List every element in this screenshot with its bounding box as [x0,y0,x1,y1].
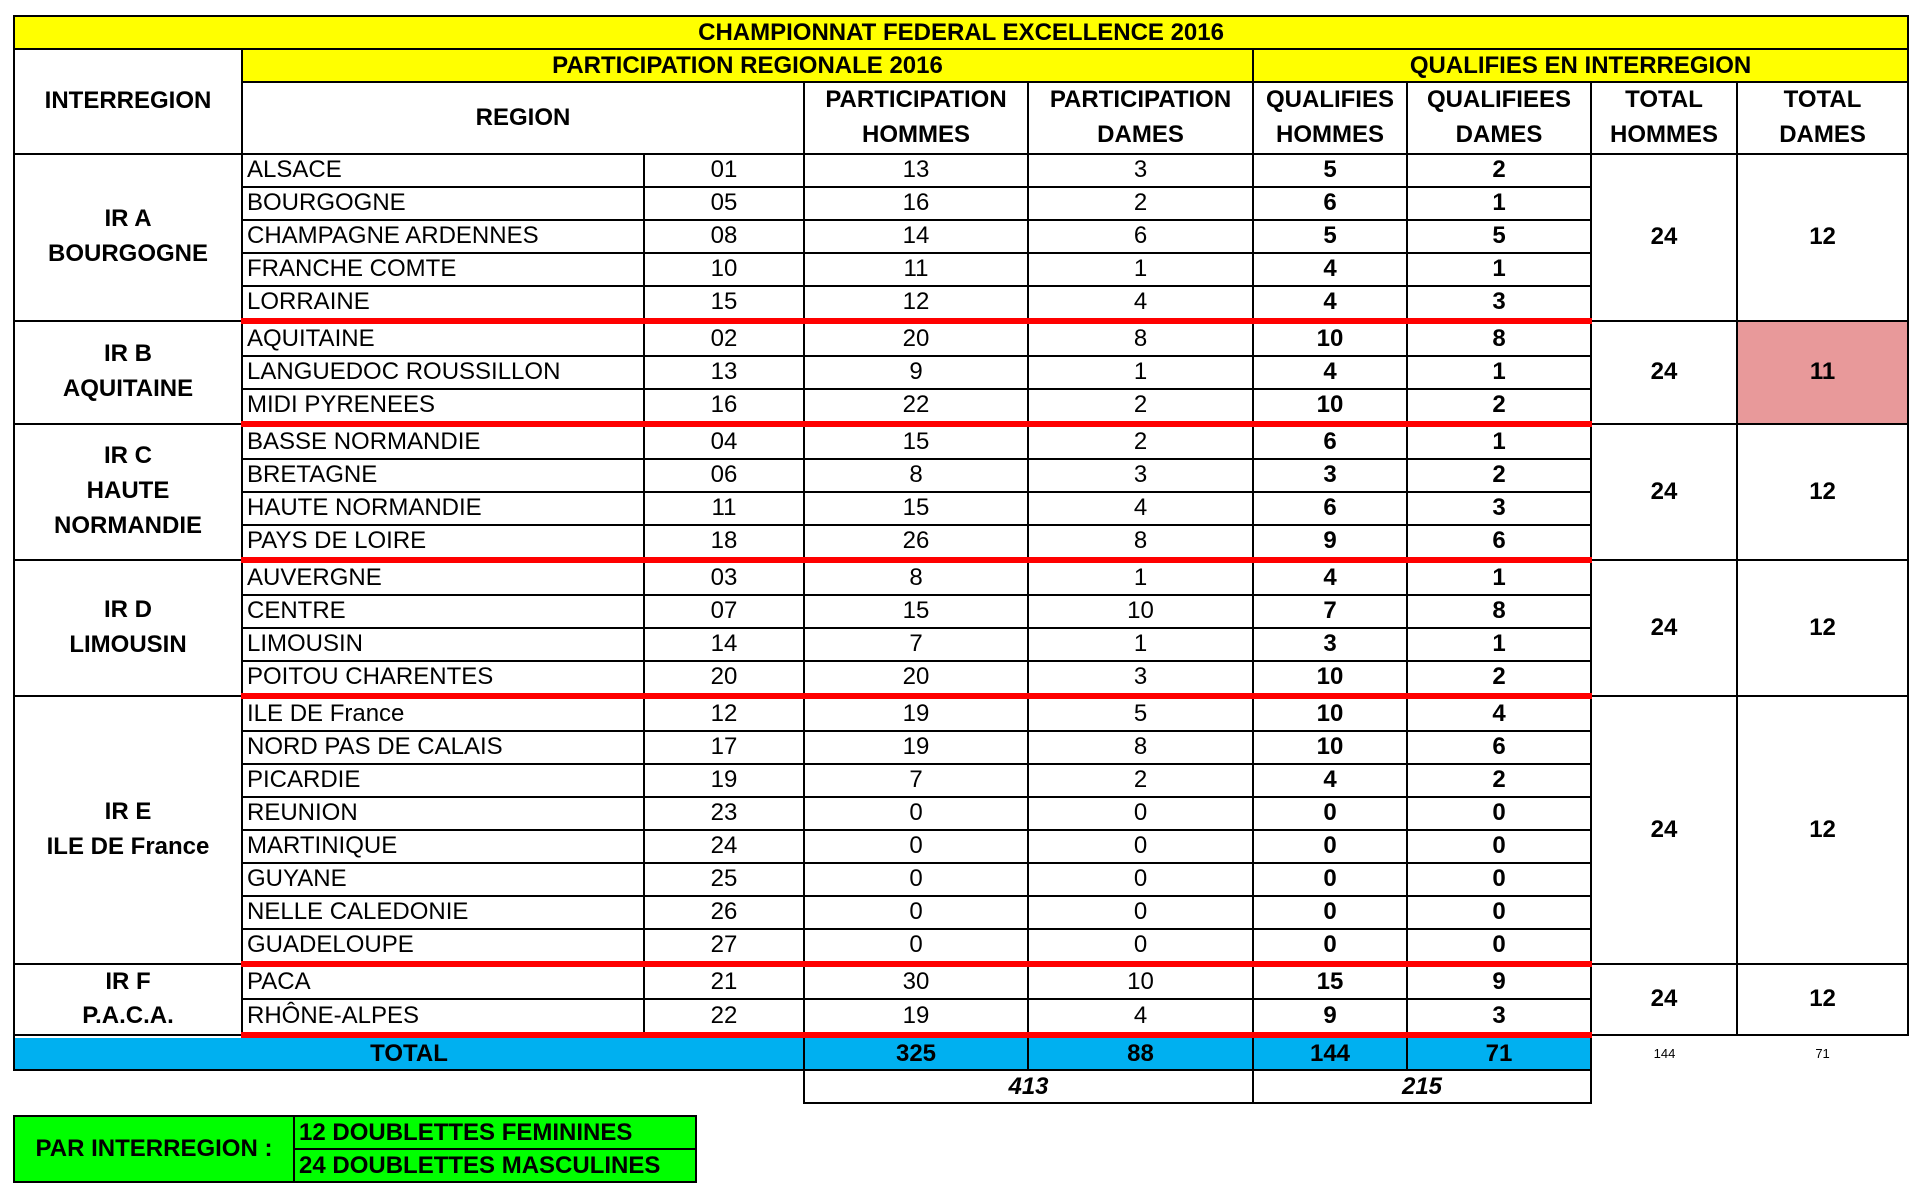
region-name: CHAMPAGNE ARDENNES [242,220,644,253]
participation-dames: 6 [1028,220,1253,253]
participation-hommes: 0 [804,863,1028,896]
region-code: 01 [644,154,804,187]
region-name: PAYS DE LOIRE [242,525,644,560]
qualifiees-dames: 6 [1407,525,1591,560]
group-total-hommes: 24 [1591,154,1737,321]
qualifiees-dames: 1 [1407,253,1591,286]
participation-hommes: 14 [804,220,1028,253]
qualifies-hommes-header: QUALIFIES HOMMES [1253,82,1407,154]
participation-hommes: 0 [804,830,1028,863]
qualifiees-dames: 8 [1407,321,1591,356]
participation-dames: 10 [1028,595,1253,628]
participation-dames: 4 [1028,999,1253,1035]
region-name: RHÔNE-ALPES [242,999,644,1035]
qualifiees-dames: 3 [1407,999,1591,1035]
region-name: REUNION [242,797,644,830]
qualifies-hommes: 10 [1253,321,1407,356]
qualifies-hommes: 10 [1253,389,1407,424]
group-total-hommes: 24 [1591,424,1737,560]
participation-hommes: 12 [804,286,1028,321]
sums-spacer-right [1591,1070,1908,1103]
participation-hommes: 7 [804,628,1028,661]
region-code: 22 [644,999,804,1035]
participation-dames: 0 [1028,830,1253,863]
region-code: 17 [644,731,804,764]
qualifiees-dames: 3 [1407,492,1591,525]
qualifies-hommes: 4 [1253,764,1407,797]
region-code: 06 [644,459,804,492]
participation-dames: 4 [1028,492,1253,525]
region-code: 12 [644,696,804,731]
qualifiees-dames: 1 [1407,356,1591,389]
interregion-cell [14,154,242,321]
interregion-header: INTERREGION [14,49,242,154]
region-code: 07 [644,595,804,628]
interregion-name-line2: NORMANDIE [54,511,202,539]
participation-dames: 3 [1028,154,1253,187]
participation-hommes: 22 [804,389,1028,424]
participation-hommes: 20 [804,321,1028,356]
total-qualifies-hommes: 144 [1253,1035,1407,1070]
qualifies-hommes: 10 [1253,661,1407,696]
participation-dames: 0 [1028,929,1253,964]
qualifiees-dames: 2 [1407,154,1591,187]
region-name: ILE DE France [242,696,644,731]
qualifiees-dames: 6 [1407,731,1591,764]
participation-dames: 5 [1028,696,1253,731]
participation-dames: 8 [1028,731,1253,764]
qualifies-hommes: 6 [1253,187,1407,220]
qualifiees-dames: 0 [1407,797,1591,830]
region-code: 08 [644,220,804,253]
table-row [14,696,1908,731]
participation-dames: 8 [1028,321,1253,356]
region-name: HAUTE NORMANDIE [242,492,644,525]
interregion-cell [14,321,242,424]
championship-sheet [13,15,1909,1179]
interregion-name: ILE DE France [46,832,210,860]
region-name: PACA [242,964,644,1000]
group-total-hommes: 24 [1591,321,1737,424]
participation-dames: 2 [1028,424,1253,459]
participation-hommes: 8 [804,560,1028,595]
qualifiees-dames: 2 [1407,661,1591,696]
region-code: 13 [644,356,804,389]
qualifiees-dames: 8 [1407,595,1591,628]
participation-hommes: 15 [804,424,1028,459]
region-code: 16 [644,389,804,424]
interregion-cell [14,560,242,696]
region-header: REGION [242,82,804,154]
region-name: BOURGOGNE [242,187,644,220]
qualifiees-dames: 0 [1407,929,1591,964]
group-total-dames: 12 [1737,154,1908,321]
region-name: AQUITAINE [242,321,644,356]
participation-dames: 3 [1028,661,1253,696]
group-total-dames: 12 [1737,424,1908,560]
qualifiees-dames: 0 [1407,863,1591,896]
group-total-dames: 12 [1737,696,1908,964]
interregion-name: P.A.C.A. [82,1002,174,1030]
group-total-hommes: 24 [1591,560,1737,696]
qualifiees-dames: 1 [1407,560,1591,595]
table-row [14,154,1908,187]
par-interregion-box [13,1115,697,1183]
region-code: 14 [644,628,804,661]
region-code: 05 [644,187,804,220]
total-qualifiees-dames: 71 [1407,1035,1591,1070]
participation-hommes: 15 [804,492,1028,525]
participation-dames: 2 [1028,389,1253,424]
region-code: 24 [644,830,804,863]
participation-dames-header: PARTICIPATION DAMES [1028,82,1253,154]
interregion-code: IR C [104,442,152,470]
interregion-name: BOURGOGNE [47,240,208,268]
qualifies-hommes: 0 [1253,797,1407,830]
interregion-code: IR E [104,797,152,825]
region-code: 27 [644,929,804,964]
participation-hommes: 19 [804,999,1028,1035]
qualifiees-dames: 5 [1407,220,1591,253]
par-interregion-feminines: 12 DOUBLETTES FEMININES [294,1116,696,1149]
participation-hommes: 16 [804,187,1028,220]
participation-dames: 1 [1028,628,1253,661]
participation-hommes: 19 [804,696,1028,731]
qualifiees-dames: 4 [1407,696,1591,731]
participation-section-header: PARTICIPATION REGIONALE 2016 [242,49,1253,82]
qualifies-hommes: 10 [1253,731,1407,764]
sheet-title: CHAMPIONNAT FEDERAL EXCELLENCE 2016 [14,16,1908,49]
qualifies-hommes: 4 [1253,253,1407,286]
region-name: NORD PAS DE CALAIS [242,731,644,764]
participation-hommes: 8 [804,459,1028,492]
group-total-hommes: 24 [1591,964,1737,1036]
region-name: AUVERGNE [242,560,644,595]
total-participation-hommes: 325 [804,1035,1028,1070]
region-code: 23 [644,797,804,830]
region-name: LORRAINE [242,286,644,321]
qualifies-hommes: 6 [1253,424,1407,459]
region-code: 26 [644,896,804,929]
region-name: MARTINIQUE [242,830,644,863]
participation-hommes-header: PARTICIPATION HOMMES [804,82,1028,154]
region-code: 15 [644,286,804,321]
interregion-code: IR B [104,340,152,368]
qualifies-hommes: 0 [1253,929,1407,964]
region-code: 02 [644,321,804,356]
participation-dames: 10 [1028,964,1253,1000]
region-name: BASSE NORMANDIE [242,424,644,459]
qualifies-hommes: 5 [1253,154,1407,187]
interregion-code: IR D [104,595,152,623]
region-name: LANGUEDOC ROUSSILLON [242,356,644,389]
participation-hommes: 15 [804,595,1028,628]
qualifies-hommes: 3 [1253,459,1407,492]
total-dames-header: TOTAL DAMES [1737,82,1908,154]
table-row [14,964,1908,1000]
participation-hommes: 30 [804,964,1028,1000]
qualifies-hommes: 4 [1253,286,1407,321]
participation-hommes: 0 [804,929,1028,964]
par-interregion-label: PAR INTERREGION : [14,1116,294,1182]
qualifiees-dames: 2 [1407,764,1591,797]
region-code: 19 [644,764,804,797]
region-name: BRETAGNE [242,459,644,492]
participation-dames: 0 [1028,863,1253,896]
qualifies-hommes: 0 [1253,863,1407,896]
participation-dames: 8 [1028,525,1253,560]
region-code: 10 [644,253,804,286]
qualifies-hommes: 10 [1253,696,1407,731]
participation-hommes: 0 [804,896,1028,929]
side-total-dames: 71 [1737,1035,1908,1070]
total-row [14,1035,1908,1070]
participation-sum: 413 [804,1070,1253,1103]
region-name: CENTRE [242,595,644,628]
region-name: FRANCHE COMTE [242,253,644,286]
qualifies-hommes: 3 [1253,628,1407,661]
sums-row [14,1070,1908,1103]
qualifiees-dames: 1 [1407,424,1591,459]
qualifies-hommes: 0 [1253,830,1407,863]
participation-dames: 3 [1028,459,1253,492]
participation-dames: 2 [1028,187,1253,220]
region-name: GUADELOUPE [242,929,644,964]
qualifiees-dames-header: QUALIFIEES DAMES [1407,82,1591,154]
interregion-cell [14,964,242,1036]
table-row [14,424,1908,459]
qualifies-sum: 215 [1253,1070,1591,1103]
region-name: MIDI PYRENEES [242,389,644,424]
group-total-dames: 12 [1737,964,1908,1036]
qualifiees-dames: 0 [1407,896,1591,929]
participation-dames: 2 [1028,764,1253,797]
qualifies-hommes: 5 [1253,220,1407,253]
interregion-code: IR A [104,205,152,233]
qualifies-hommes: 0 [1253,896,1407,929]
interregion-code: IR F [105,967,151,995]
region-name: GUYANE [242,863,644,896]
qualifiees-dames: 2 [1407,459,1591,492]
participation-hommes: 26 [804,525,1028,560]
participation-hommes: 0 [804,797,1028,830]
qualifiees-dames: 9 [1407,964,1591,1000]
region-name: LIMOUSIN [242,628,644,661]
region-name: POITOU CHARENTES [242,661,644,696]
par-interregion-masculines: 24 DOUBLETTES MASCULINES [294,1149,696,1182]
participation-dames: 1 [1028,356,1253,389]
sums-spacer [14,1070,804,1103]
region-code: 20 [644,661,804,696]
qualifiees-dames: 3 [1407,286,1591,321]
group-total-dames: 12 [1737,560,1908,696]
qualifies-hommes: 9 [1253,999,1407,1035]
region-name: NELLE CALEDONIE [242,896,644,929]
participation-dames: 4 [1028,286,1253,321]
interregion-cell [14,696,242,964]
qualifies-hommes: 4 [1253,356,1407,389]
participation-hommes: 20 [804,661,1028,696]
region-code: 03 [644,560,804,595]
qualifies-hommes: 9 [1253,525,1407,560]
interregion-name: HAUTE [86,477,170,505]
table-row [14,560,1908,595]
participation-hommes: 11 [804,253,1028,286]
region-code: 04 [644,424,804,459]
qualifiees-dames: 1 [1407,187,1591,220]
total-label: TOTAL [14,1035,804,1070]
participation-dames: 0 [1028,797,1253,830]
region-name: ALSACE [242,154,644,187]
qualifiees-dames: 0 [1407,830,1591,863]
region-code: 18 [644,525,804,560]
qualifies-hommes: 4 [1253,560,1407,595]
participation-dames: 0 [1028,896,1253,929]
total-hommes-header: TOTAL HOMMES [1591,82,1737,154]
interregion-name: LIMOUSIN [69,630,187,658]
table-row [14,321,1908,356]
participation-hommes: 7 [804,764,1028,797]
total-participation-dames: 88 [1028,1035,1253,1070]
participation-dames: 1 [1028,560,1253,595]
qualifies-section-header: QUALIFIES EN INTERREGION [1253,49,1908,82]
side-total-hommes: 144 [1591,1035,1737,1070]
region-code: 21 [644,964,804,1000]
region-code: 25 [644,863,804,896]
qualifiees-dames: 1 [1407,628,1591,661]
interregion-cell [14,424,242,560]
group-total-dames: 11 [1737,321,1908,424]
qualifies-hommes: 15 [1253,964,1407,1000]
qualifiees-dames: 2 [1407,389,1591,424]
region-code: 11 [644,492,804,525]
region-name: PICARDIE [242,764,644,797]
participation-dames: 1 [1028,253,1253,286]
results-table [13,15,1909,1104]
group-total-hommes: 24 [1591,696,1737,964]
participation-hommes: 13 [804,154,1028,187]
qualifies-hommes: 6 [1253,492,1407,525]
participation-hommes: 19 [804,731,1028,764]
interregion-name: AQUITAINE [62,375,194,403]
qualifies-hommes: 7 [1253,595,1407,628]
participation-hommes: 9 [804,356,1028,389]
